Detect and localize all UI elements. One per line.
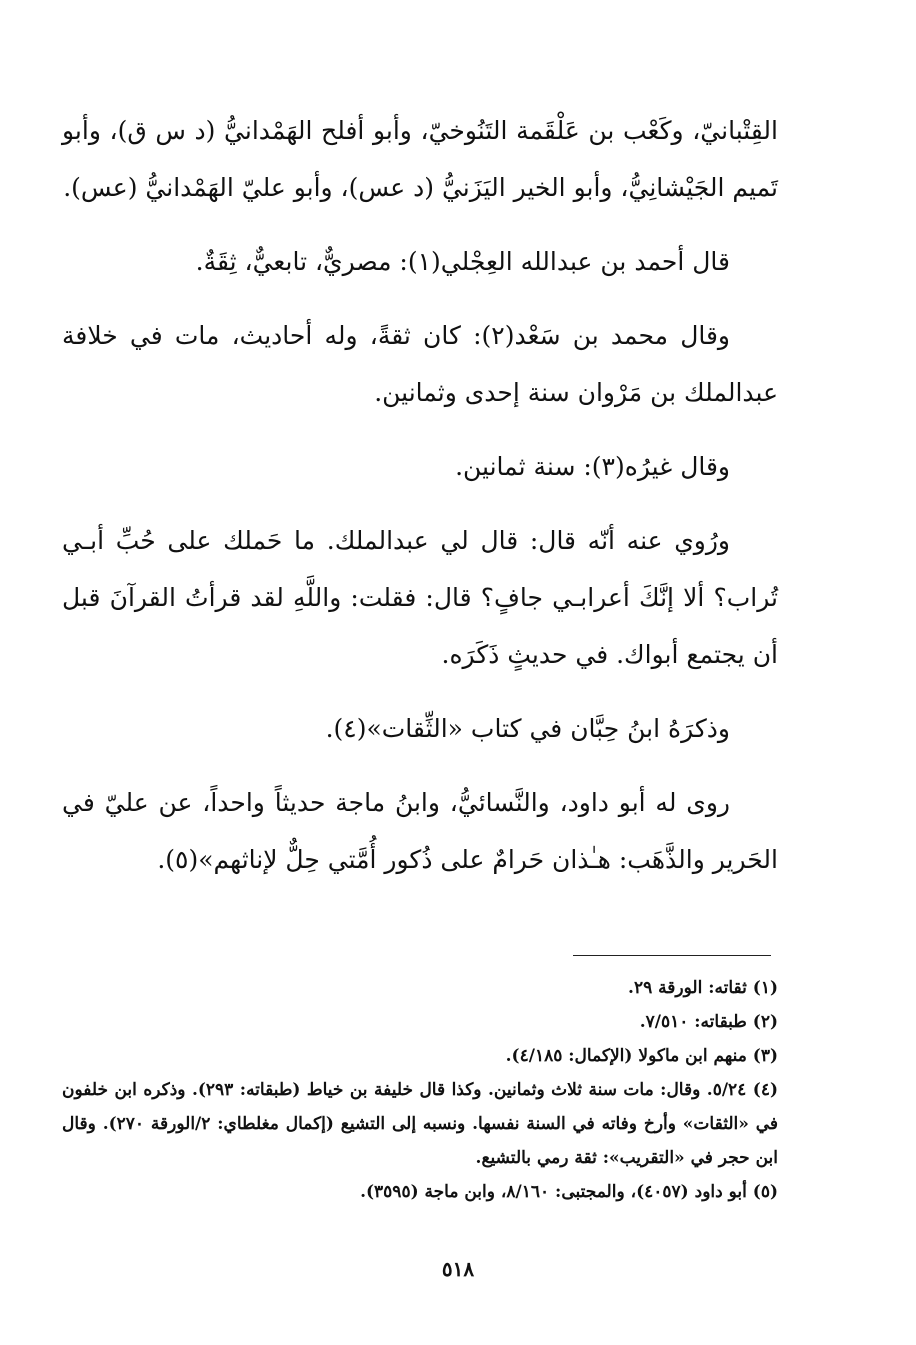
page-number: ٥١٨ <box>441 1257 475 1281</box>
footnote-4: (٤) ٥/٢٤. وقال: مات سنة ثلاث وثمانين. وكذا قال خليفة بن خياط (طبقاته: ٢٩٣). وذكره ابن خلفون في «الثقات» وأرخ وفاته في السنة نفسها. ونسبه إلى التشيع (إكمال مغلطاي: ٢/الورقة ٢٧٠). وقال ابن حجر في «التقريب»: ثقة رمي بالتشيع. <box>62 1080 779 1168</box>
paragraph-other: وقال غيرُه(٣): سنة ثمانين. <box>455 452 730 481</box>
paragraph-ibn-hibban: وذكرَهُ ابنُ حِبَّان في كتاب «الثِّقات»(٤). <box>325 714 730 743</box>
footnote-5: (٥) أبو داود (٤٠٥٧)، والمجتبى: ٨/١٦٠، وابن ماجة (٣٥٩٥). <box>360 1182 778 1202</box>
paragraph-hadith: روى له أبو داود، والنَّسائيُّ، وابنُ ماجة حديثاً واحداً، عن عليّ في الحَرير والذَّهَب: هـٰذان حَرامٌ على ذُكور أُمَّتي حِلٌّ لإناثهم»(٥). <box>62 788 778 874</box>
paragraph-ijli: قال أحمد بن عبدالله العِجْلي(١): مصريٌّ، تابعيٌّ، ثِقَةٌ. <box>195 247 730 276</box>
footnotes <box>62 971 778 1209</box>
paragraph-ibn-saad: وقال محمد بن سَعْد(٢): كان ثقةً، وله أحاديث، مات في خلافة عبدالملك بن مَرْوان سنة إحدى وثمانين. <box>62 321 778 407</box>
footnote-2: (٢) طبقاته: ٧/٥١٠. <box>639 1012 778 1032</box>
footnote-3: (٣) منهم ابن ماكولا (الإكمال: ٤/١٨٥). <box>505 1046 778 1066</box>
paragraph-narration: ورُوي عنه أنّه قال: قال لي عبدالملك. ما حَملك على حُبِّ أبـي تُراب؟ ألا إنَّكَ أعرابـي جافٍ؟ قال: فقلت: واللَّهِ لقد قرأتُ القرآنَ قبل أن يجتمع أبواك. في حديثٍ ذَكَرَه. <box>62 526 778 669</box>
footnote-divider <box>573 955 771 956</box>
footnote-1: (١) ثقاته: الورقة ٢٩. <box>628 978 778 998</box>
paragraph-narrators: القِتْبانيّ، وكَعْب بن عَلْقَمة التَنُوخيّ، وأبو أفلح الهَمْدانيُّ (د س ق)، وأبو تَميم الجَيْشانِيُّ، وأبو الخير اليَزَنيُّ (د عس)، وأبو عليّ الهَمْدانيُّ (عس). <box>62 116 778 202</box>
main-text <box>62 102 778 888</box>
